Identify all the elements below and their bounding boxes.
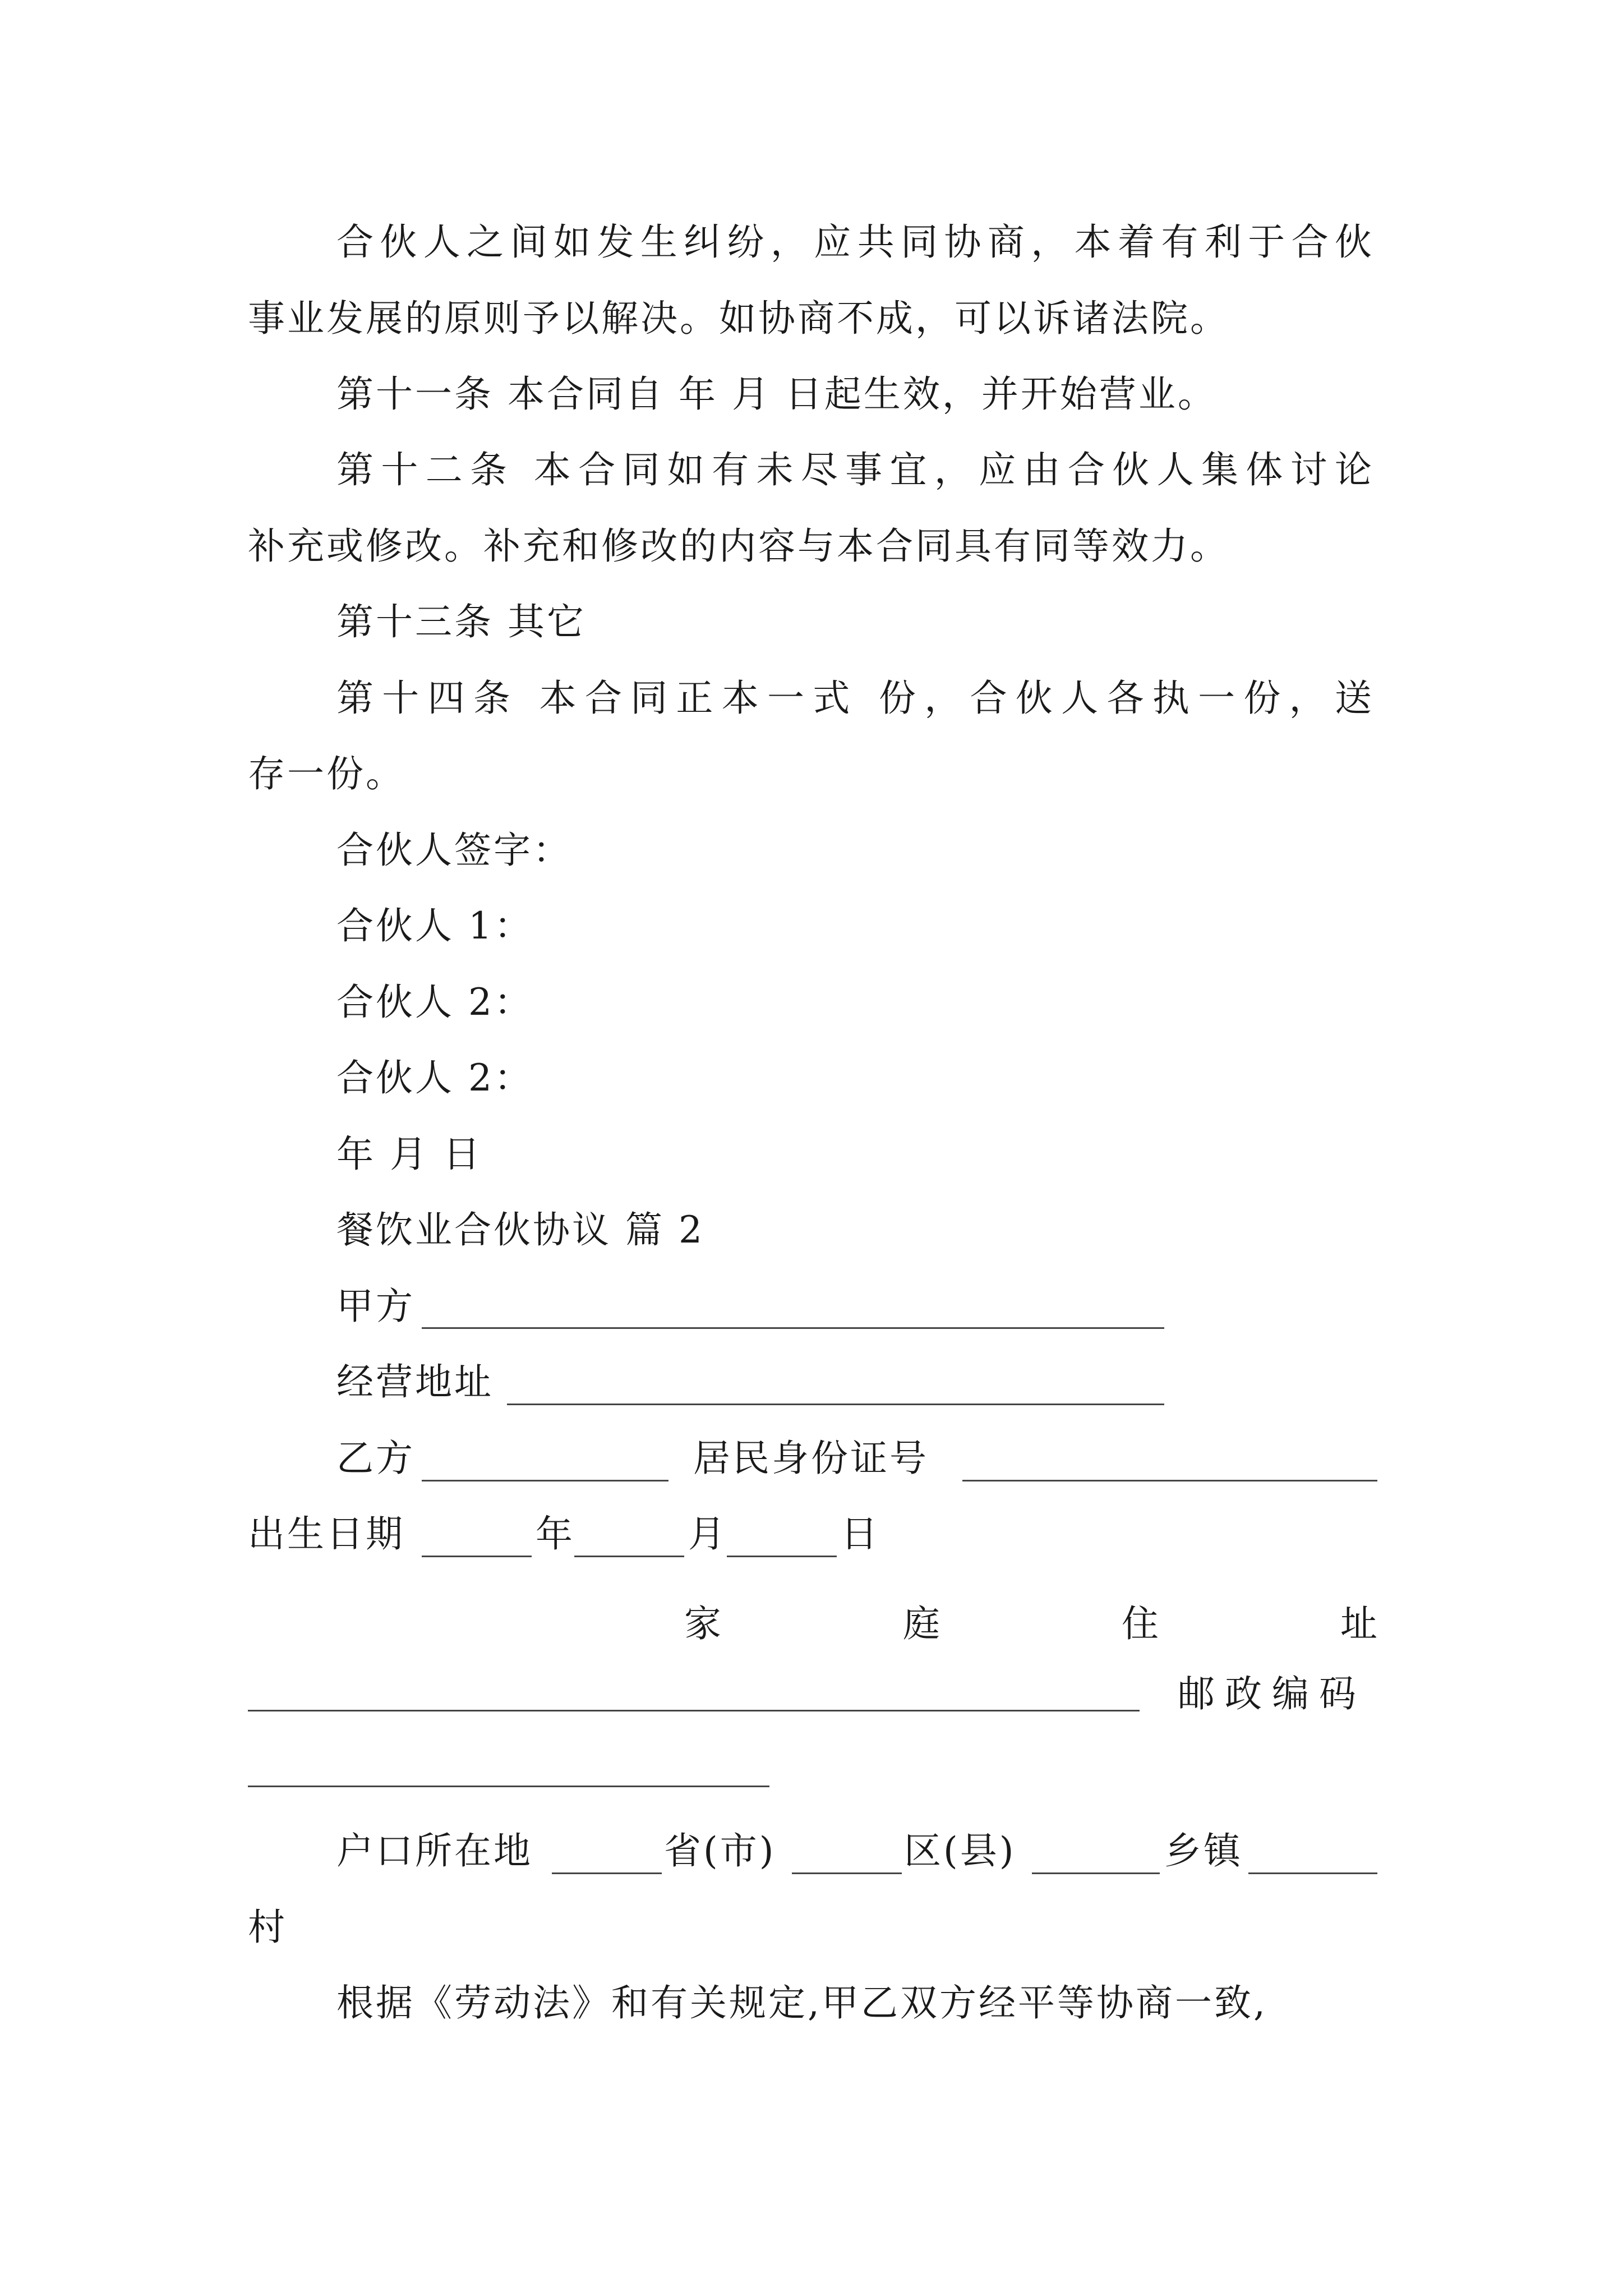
village-blank: [1248, 1872, 1377, 1874]
province-unit: 省(市): [664, 1829, 776, 1872]
birth-year-unit: 年: [536, 1512, 575, 1556]
party-a-row: [336, 1284, 415, 1329]
hukou-label: 户口所在地: [336, 1829, 533, 1872]
township-unit: 乡镇: [1164, 1829, 1243, 1872]
home-address-blank: [248, 1710, 1140, 1711]
date-line: 年 月 日: [336, 1133, 482, 1176]
partner-2-label: 合伙人 2：: [336, 981, 533, 1024]
district-blank: [792, 1872, 902, 1874]
signature-title: 合伙人签字：: [336, 829, 572, 872]
paragraph-line: 合伙人之间如发生纠纷，应共同协商，本着有利于合伙: [336, 220, 1374, 264]
party-a-label: 甲方: [336, 1285, 415, 1328]
party-b-label: 乙方: [336, 1437, 415, 1480]
home-address-char: 家: [684, 1602, 721, 1645]
business-address-label: 经营地址: [336, 1360, 494, 1404]
home-address-char: 住: [1122, 1602, 1159, 1645]
id-number-label: 居民身份证号: [693, 1437, 929, 1480]
postal-code-label: 邮政编码: [1178, 1672, 1366, 1715]
party-a-blank: [422, 1327, 1164, 1329]
article-12-line: 补充或修改。补充和修改的内容与本合同具有同等效力。: [248, 524, 1229, 568]
business-address-blank: [507, 1404, 1164, 1405]
id-number-blank: [962, 1480, 1377, 1481]
partner-3-label: 合伙人 2：: [336, 1056, 533, 1099]
township-blank: [1032, 1872, 1160, 1874]
village-unit: 村: [248, 1906, 287, 1949]
home-address-char: 址: [1340, 1602, 1377, 1645]
district-unit: 区(县): [904, 1829, 1016, 1872]
birth-month-unit: 月: [688, 1512, 727, 1556]
birth-year-blank: [422, 1556, 532, 1557]
partner-1-label: 合伙人 1：: [336, 904, 533, 947]
postal-code-blank: [248, 1786, 769, 1787]
article-12-line: 第十二条 本合同如有未尽事宜，应由合伙人集体讨论: [336, 448, 1374, 491]
province-blank: [552, 1872, 662, 1874]
article-14-line: 存一份。: [248, 752, 405, 795]
article-14-line: 第十四条 本合同正本一式 份，合伙人各执一份，送: [336, 677, 1374, 720]
birth-day-blank: [727, 1556, 837, 1557]
birth-day-unit: 日: [841, 1512, 880, 1556]
home-address-label: [684, 1602, 1377, 1646]
birth-month-blank: [574, 1556, 684, 1557]
business-address-row: [336, 1360, 494, 1405]
article-11: 第十一条 本合同自 年 月 日起生效，并开始营业。: [336, 372, 1217, 416]
home-address-char: 庭: [903, 1602, 940, 1645]
party-b-blank: [422, 1480, 668, 1481]
section-2-title: 餐饮业合伙协议 篇 2: [336, 1208, 704, 1251]
final-paragraph-line: 根据《劳动法》和有关规定,甲乙双方经平等协商一致,: [336, 1981, 1267, 2024]
birth-date-label: 出生日期: [248, 1512, 405, 1556]
paragraph-line: 事业发展的原则予以解决。如协商不成，可以诉诸法院。: [248, 297, 1229, 340]
article-13: 第十三条 其它: [336, 600, 586, 643]
